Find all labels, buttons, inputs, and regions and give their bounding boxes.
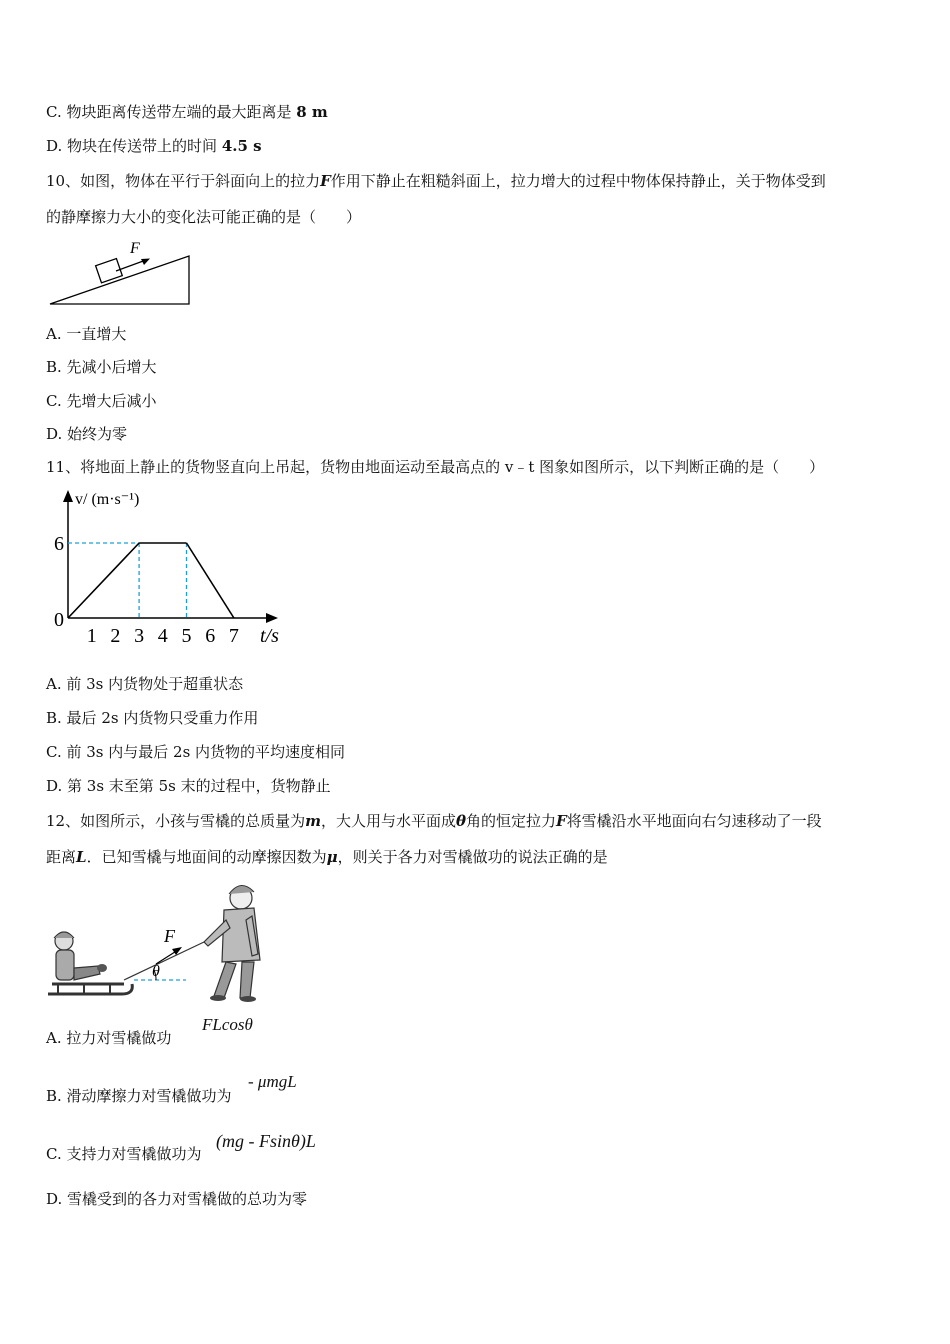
q12-option-b-formula: - μmgL <box>248 1072 297 1091</box>
sled-illustration <box>48 984 132 994</box>
q10-stem-part2: 作用下静止在粗糙斜面上，拉力增大的过程中物体保持静止，关于物体受到 <box>330 172 826 190</box>
x-tick-label-2: 2 <box>110 625 121 647</box>
q10-option-a: A. 一直增大 <box>46 325 127 343</box>
q12-stem-part4: 将雪橇沿水平地面向右匀速移动了一段 <box>566 812 822 830</box>
y-axis-arrow <box>63 490 73 502</box>
q9-option-d-value: 4.5 s <box>221 137 262 155</box>
q12-stem-part1: 12、如图所示，小孩与雪橇的总质量为 <box>46 812 306 830</box>
x-tick-label-7: 7 <box>228 625 239 647</box>
vt-chart <box>46 484 296 654</box>
q12-option-c <box>46 1144 201 1164</box>
series-segment-1 <box>68 543 139 618</box>
q10-stem <box>46 171 826 191</box>
x-tick-label-3: 3 <box>134 625 145 647</box>
q12-line2-part1: 距离 <box>46 848 77 866</box>
figure-label-f: F <box>164 926 175 946</box>
q10-stem-line2: 的静摩擦力大小的变化法可能正确的是（ ） <box>46 208 362 226</box>
q12-option-d <box>46 1189 307 1209</box>
q12-option-c-text: C. 支持力对雪橇做功为 <box>46 1145 202 1163</box>
q10-stem-part1: 10、如图，物体在平行于斜面向上的拉力 <box>46 172 321 190</box>
incline-triangle <box>50 256 189 304</box>
q12-stem-part3: 角的恒定拉力 <box>466 812 557 830</box>
x-axis-label: t/s <box>260 625 279 647</box>
q11-option-b: B. 最后 2s 内货物只受重力作用 <box>46 709 259 727</box>
q11-option-d: D. 第 3s 末至第 5s 末的过程中，货物静止 <box>46 777 331 795</box>
x-axis-arrow <box>266 613 278 623</box>
q10-option-d: D. 始终为零 <box>46 425 128 443</box>
q12-var-theta: θ <box>455 812 466 830</box>
q12-stem <box>46 811 822 831</box>
q11-option-a: A. 前 3s 内货物处于超重状态 <box>46 675 244 693</box>
q9-option-c-value: 8 m <box>296 103 328 121</box>
q12-line2-part3: ，则关于各力对雪橇做功的说法正确的是 <box>337 848 608 866</box>
x-tick-label-5: 5 <box>181 625 192 647</box>
q12-var-f: F <box>556 812 567 830</box>
x-tick-label-1: 1 <box>86 625 97 647</box>
y-axis-label: v/ (m·s⁻¹) <box>75 491 140 508</box>
q10-option-b: B. 先减小后增大 <box>46 358 157 376</box>
adult-illustration <box>204 885 260 1002</box>
y-tick-label-6: 6 <box>54 533 64 555</box>
q12-var-m: m <box>305 812 321 830</box>
q12-sled-figure <box>44 876 274 1006</box>
child-illustration <box>54 932 107 980</box>
rope <box>124 942 204 980</box>
q9-option-c <box>46 102 328 122</box>
series-segment-3 <box>187 543 234 618</box>
q11-option-c: C. 前 3s 内与最后 2s 内货物的平均速度相同 <box>46 743 346 761</box>
q9-option-c-text: C. 物块距离传送带左端的最大距离是 <box>46 103 297 121</box>
figure-label-theta: θ <box>152 963 160 980</box>
q12-option-b <box>46 1086 232 1106</box>
y-tick-label-0: 0 <box>54 609 64 631</box>
q12-stem-line2 <box>46 847 608 867</box>
q9-option-d-text: D. 物块在传送带上的时间 <box>46 137 222 155</box>
q12-option-d-text: D. 雪橇受到的各力对雪橇做的总功为零 <box>46 1190 308 1208</box>
q12-var-mu: μ <box>326 848 338 866</box>
q12-var-l: L <box>76 848 87 866</box>
q12-option-a <box>46 1028 171 1048</box>
q10-incline-figure <box>46 238 196 310</box>
q12-option-a-formula: FLcosθ <box>202 1015 253 1034</box>
q11-stem: 11、将地面上静止的货物竖直向上吊起，货物由地面运动至最高点的 v﹣t 图象如图所示，以下判断正确的是（ ） <box>46 458 825 476</box>
q12-line2-part2: ．已知雪橇与地面间的动摩擦因数为 <box>86 848 327 866</box>
q12-option-c-formula: (mg - Fsinθ)L <box>216 1131 316 1151</box>
x-tick-label-6: 6 <box>205 625 216 647</box>
x-tick-label-4: 4 <box>157 625 168 647</box>
q12-option-b-text: B. 滑动摩擦力对雪橇做功为 <box>46 1087 232 1105</box>
q12-stem-part2: ，大人用与水平面成 <box>320 812 456 830</box>
q9-option-d <box>46 136 262 156</box>
q10-option-c: C. 先增大后减小 <box>46 392 157 410</box>
q12-option-a-text: A. 拉力对雪橇做功 <box>46 1029 172 1047</box>
force-arrow <box>116 260 146 271</box>
figure-label-f: F <box>130 240 140 257</box>
q10-stem-var-f: F <box>320 172 331 190</box>
